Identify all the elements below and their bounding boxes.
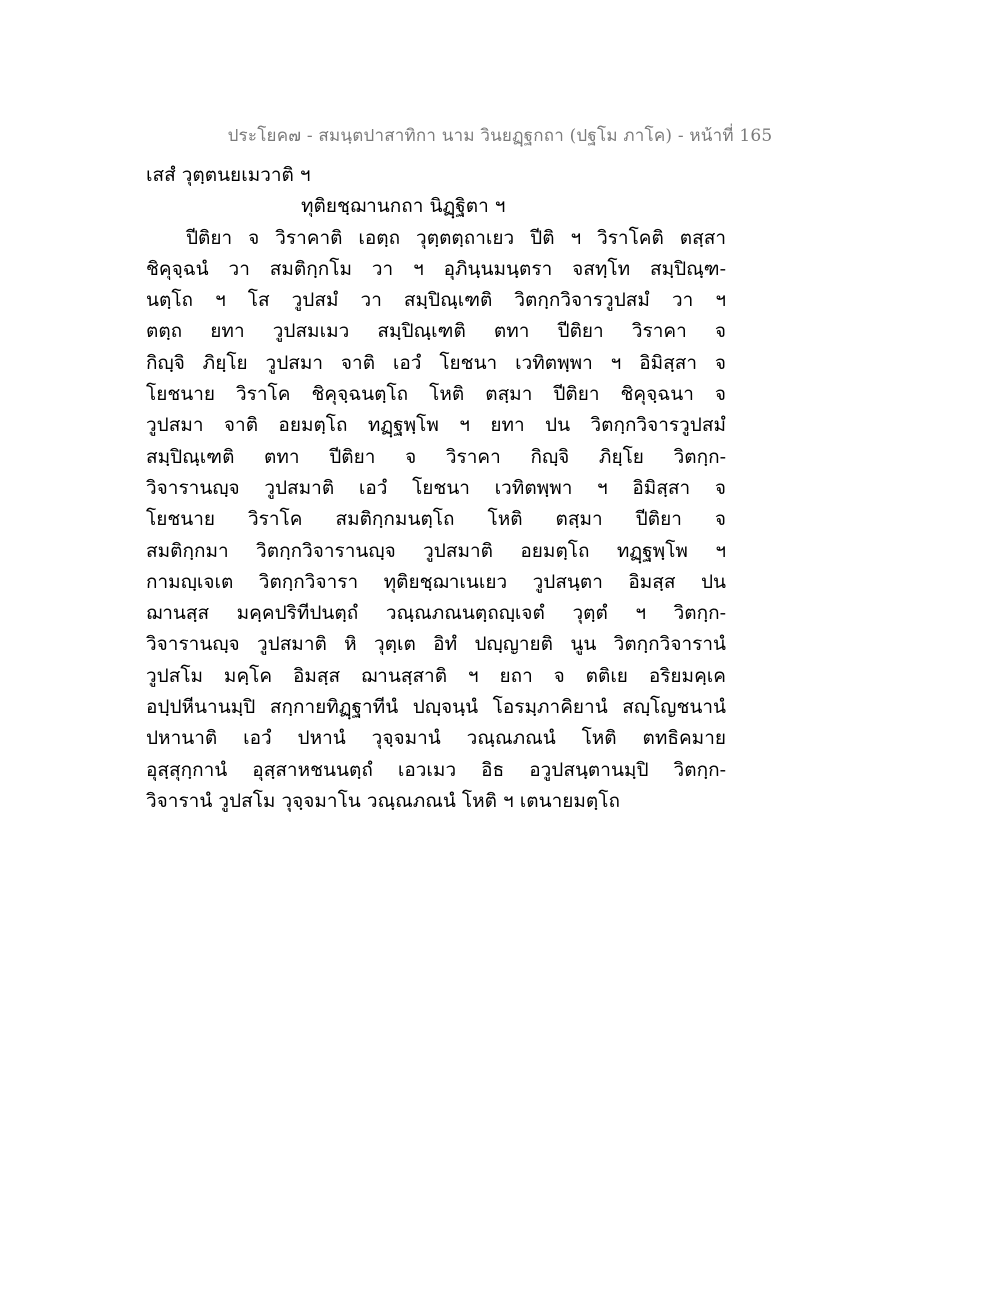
body-text	[146, 160, 726, 817]
text-line: วิจารานญฺจ วูปสมาติ เอวํ โยชนา เวทิตพฺพา ฯ อิมิสฺสา จ	[146, 476, 726, 499]
running-header	[0, 122, 1000, 149]
text-line: ปีติยา จ วิราคาติ เอตฺถ วุตฺตตฺถาเยว ปีติ ฯ วิราโคติ ตสฺสา	[186, 226, 726, 249]
text-line: ปหานาติ เอวํ ปหานํ วุจฺจมานํ วณฺณภณนํ โหติ ตทธิคมาย	[146, 727, 726, 750]
text-line: วูปสมา จาติ อยมตฺโถ ทฏฺฐพฺโพ ฯ ยทา ปน วิตกฺกวิจารวูปสมํ	[146, 414, 726, 437]
running-header-text: ประโยค๗ - สมนฺตปาสาทิกา นาม วินยฏฺฐกถา (ปฐโม ภาโค) - หน้าที่ 165	[227, 126, 773, 146]
text-line: ฌานสฺส มคฺคปริทีปนตฺถํ วณฺณภณนตฺถญฺเจตํ วุตฺตํ ฯ วิตกฺก-	[146, 602, 726, 625]
text-line: โยชนาย วิราโค สมติกฺกมนตฺโถ โหติ ตสฺมา ปีติยา จ	[146, 508, 726, 531]
text-line: อุสฺสุกฺกานํ อุสฺสาหชนนตฺถํ เอวเมว อิธ อวูปสนฺตานมฺปิ วิตกฺก-	[146, 758, 726, 781]
section-heading: ทุติยชฺฌานกถา นิฏฺฐิตา ฯ	[301, 195, 506, 218]
text-line: วูปสโม มคฺโค อิมสฺส ฌานสฺสาติ ฯ ยถา จ ตติเย อริยมคฺเค	[146, 664, 726, 687]
text-line: ตตฺถ ยทา วูปสมเมว สมฺปิณฺเฑติ ตทา ปีติยา วิราคา จ	[146, 320, 726, 343]
text-line: ชิคุจฺฉนํ วา สมติกฺกโม วา ฯ อุภินฺนมนฺตรา จสทฺโท สมฺปิณฺฑ-	[146, 257, 726, 280]
text-line: กิญฺจิ ภิยฺโย วูปสมา จาติ เอวํ โยชนา เวทิตพฺพา ฯ อิมิสฺสา จ	[146, 351, 726, 374]
text-line: โยชนาย วิราโค ชิคุจฺฉนตฺโถ โหติ ตสฺมา ปีติยา ชิคุจฺฉนา จ	[146, 383, 726, 406]
text-line: สมฺปิณฺเฑติ ตทา ปีติยา จ วิราคา กิญฺจิ ภิยฺโย วิตกฺก-	[146, 445, 726, 468]
text-line: วิจารานํ วูปสโม วุจฺจมาโน วณฺณภณนํ โหติ ฯ เตนายมตฺโถ	[146, 789, 620, 812]
text-line: สมติกฺกมา วิตกฺกวิจารานญฺจ วูปสมาติ อยมตฺโถ ทฏฺฐพฺโพ ฯ	[146, 539, 726, 562]
text-line: อปฺปหีนานมฺปิ สกฺกายทิฏฺฐาทีนํ ปญฺจนฺนํ โอรมฺภาคิยานํ สญฺโญชนานํ	[146, 696, 726, 719]
text-line: วิจารานญฺจ วูปสมาติ หิ วุตฺเต อิทํ ปญฺญายติ นูน วิตกฺกวิจารานํ	[146, 633, 726, 656]
text-line: เสสํ วุตฺตนยเมวาติ ฯ	[146, 164, 311, 186]
text-line: นตฺโถ ฯ โส วูปสมํ วา สมฺปิณฺเฑติ วิตกฺกวิจารวูปสมํ วา ฯ	[146, 289, 726, 312]
text-line: กามญฺเจเต วิตกฺกวิจารา ทุติยชฺฌาเนเยว วูปสนฺตา อิมสฺส ปน	[146, 570, 726, 593]
